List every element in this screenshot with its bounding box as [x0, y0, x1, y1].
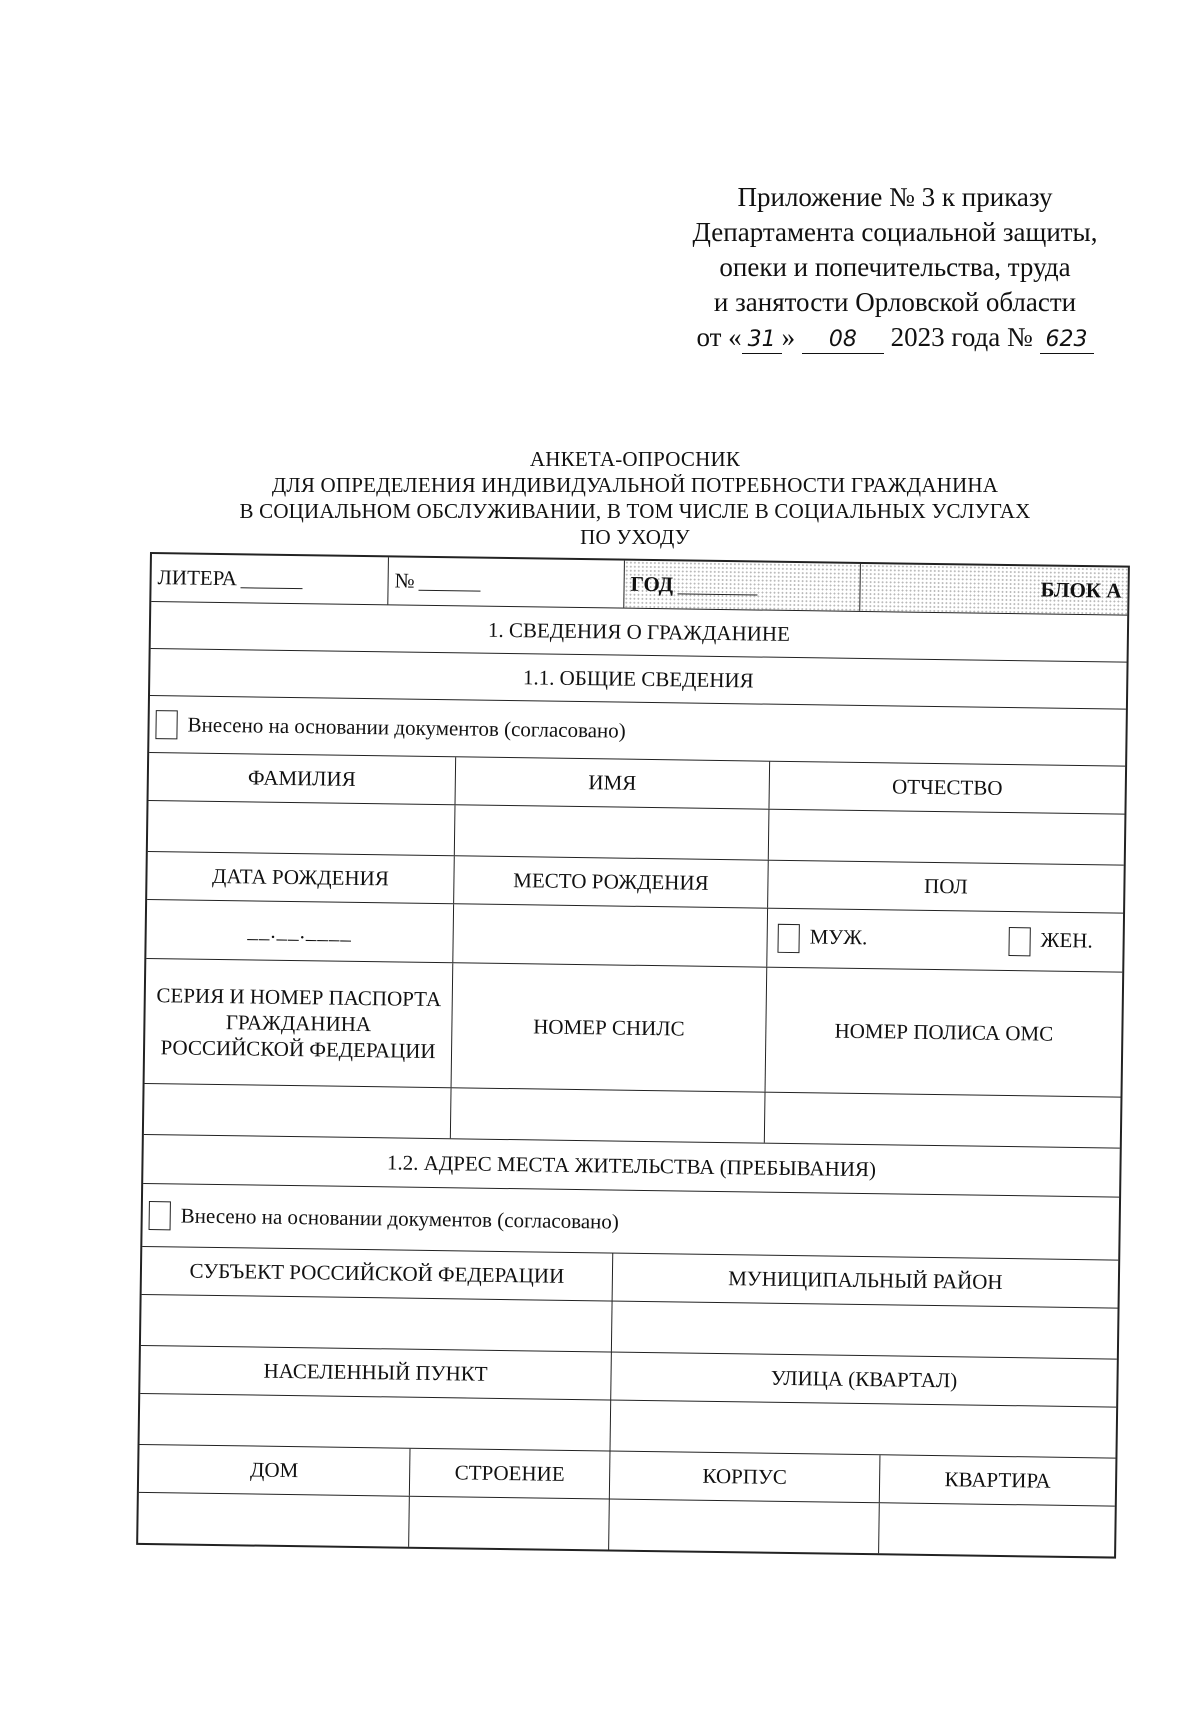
patronymic-field[interactable] [768, 810, 1125, 865]
female-label: ЖЕН. [1040, 927, 1093, 953]
documents-headers-row [145, 958, 1123, 1097]
block-field[interactable] [608, 1499, 879, 1553]
name-header: ИМЯ [455, 757, 770, 808]
appendix-line-2: Департамента социальной защиты, [692, 217, 1098, 247]
form-title [200, 446, 1070, 550]
documents-checkbox[interactable] [155, 710, 177, 739]
birth-place-header: МЕСТО РОЖДЕНИЯ [453, 856, 768, 907]
title-line-4: ПО УХОДУ [580, 525, 690, 549]
house-header: ДОМ [249, 1457, 299, 1483]
year-label: ГОД [630, 571, 674, 597]
title-line-3: В СОЦИАЛЬНОМ ОБСЛУЖИВАНИИ, В ТОМ ЧИСЛЕ В СОЦИАЛЬНЫХ УСЛУГАХ [239, 499, 1031, 523]
handwritten-day: 31 [742, 327, 782, 354]
litera-blank [241, 569, 303, 589]
surname-field[interactable] [148, 801, 455, 855]
year-blank [677, 575, 757, 595]
block-label: БЛОК А [1040, 577, 1122, 603]
name-field[interactable] [454, 805, 769, 859]
sex-header: ПОЛ [767, 861, 1124, 913]
appendix-date-line [660, 320, 1130, 355]
subject-header: СУБЪЕКТ РОССИЙСКОЙ ФЕДЕРАЦИИ [189, 1258, 565, 1288]
questionnaire-table [136, 552, 1130, 1559]
address-documents-check-label: Внесено на основании документов (согласовано) [180, 1202, 620, 1234]
snils-header: НОМЕР СНИЛС [451, 963, 767, 1091]
birth-place-field[interactable] [452, 904, 767, 966]
birth-date-field[interactable]: __.__.____ [247, 917, 353, 944]
documents-check-label: Внесено на основании документов (согласовано) [187, 712, 626, 743]
appendix-header [660, 180, 1130, 355]
male-label: МУЖ. [809, 924, 868, 949]
block-header: КОРПУС [609, 1452, 880, 1503]
date-prefix: от « [696, 322, 742, 352]
patronymic-header: ОТЧЕСТВО [768, 762, 1125, 814]
number-blank [419, 572, 481, 592]
sex-female-option[interactable] [1008, 927, 1092, 957]
title-line-1: АНКЕТА-ОПРОСНИК [529, 447, 741, 471]
apartment-field[interactable] [878, 1503, 1115, 1556]
building-header: СТРОЕНИЕ [409, 1449, 610, 1499]
number-label: № [394, 568, 415, 593]
apartment-header: КВАРТИРА [879, 1455, 1116, 1505]
subsection-1-1-title: 1.1. ОБЩИЕ СВЕДЕНИЯ [522, 664, 754, 692]
locality-header: НАСЕЛЕННЫЙ ПУНКТ [263, 1358, 488, 1386]
building-field[interactable] [408, 1497, 609, 1550]
subject-field[interactable] [141, 1295, 612, 1352]
locality-field[interactable] [140, 1394, 611, 1451]
oms-field[interactable] [764, 1093, 1121, 1148]
block-cell [859, 564, 1128, 615]
passport-field[interactable] [144, 1084, 451, 1138]
litera-cell[interactable] [151, 554, 388, 604]
snils-field[interactable] [450, 1088, 765, 1142]
sex-male-option[interactable] [777, 923, 867, 953]
litera-label: ЛИТЕРА [157, 565, 238, 591]
subsection-1-2-title: 1.2. АДРЕС МЕСТА ЖИТЕЛЬСТВА (ПРЕБЫВАНИЯ) [386, 1149, 877, 1181]
handwritten-order-number: 623 [1040, 327, 1094, 354]
female-checkbox[interactable] [1008, 927, 1030, 956]
district-field[interactable] [611, 1302, 1118, 1359]
house-field[interactable] [138, 1493, 409, 1547]
passport-header: СЕРИЯ И НОМЕР ПАСПОРТА ГРАЖДАНИНА РОССИЙСКОЙ ФЕДЕРАЦИИ [156, 983, 442, 1064]
appendix-line-1: Приложение № 3 к приказу [737, 182, 1053, 212]
birth-date-header: ДАТА РОЖДЕНИЯ [211, 863, 389, 891]
male-checkbox[interactable] [777, 923, 799, 952]
oms-header: НОМЕР ПОЛИСА ОМС [765, 968, 1123, 1097]
surname-header: ФАМИЛИЯ [247, 765, 356, 791]
address-documents-checkbox[interactable] [149, 1201, 171, 1230]
sex-options [766, 909, 1123, 972]
date-quote: » [781, 322, 796, 352]
appendix-line-4: и занятости Орловской области [713, 287, 1077, 317]
date-year-text: 2023 года № [890, 322, 1033, 352]
number-cell[interactable] [387, 557, 624, 607]
appendix-line-3: опеки и попечительства, труда [719, 252, 1071, 282]
section-1-title: 1. СВЕДЕНИЯ О ГРАЖДАНИНЕ [487, 617, 791, 646]
title-line-2: ДЛЯ ОПРЕДЕЛЕНИЯ ИНДИВИДУАЛЬНОЙ ПОТРЕБНОСТИ ГРАЖДАНИНА [271, 473, 999, 497]
district-header: МУНИЦИПАЛЬНЫЙ РАЙОН [612, 1254, 1119, 1308]
year-cell[interactable] [623, 561, 860, 611]
street-header: УЛИЦА (КВАРТАЛ) [610, 1353, 1117, 1407]
handwritten-month: 08 [802, 327, 884, 354]
street-field[interactable] [609, 1401, 1116, 1458]
